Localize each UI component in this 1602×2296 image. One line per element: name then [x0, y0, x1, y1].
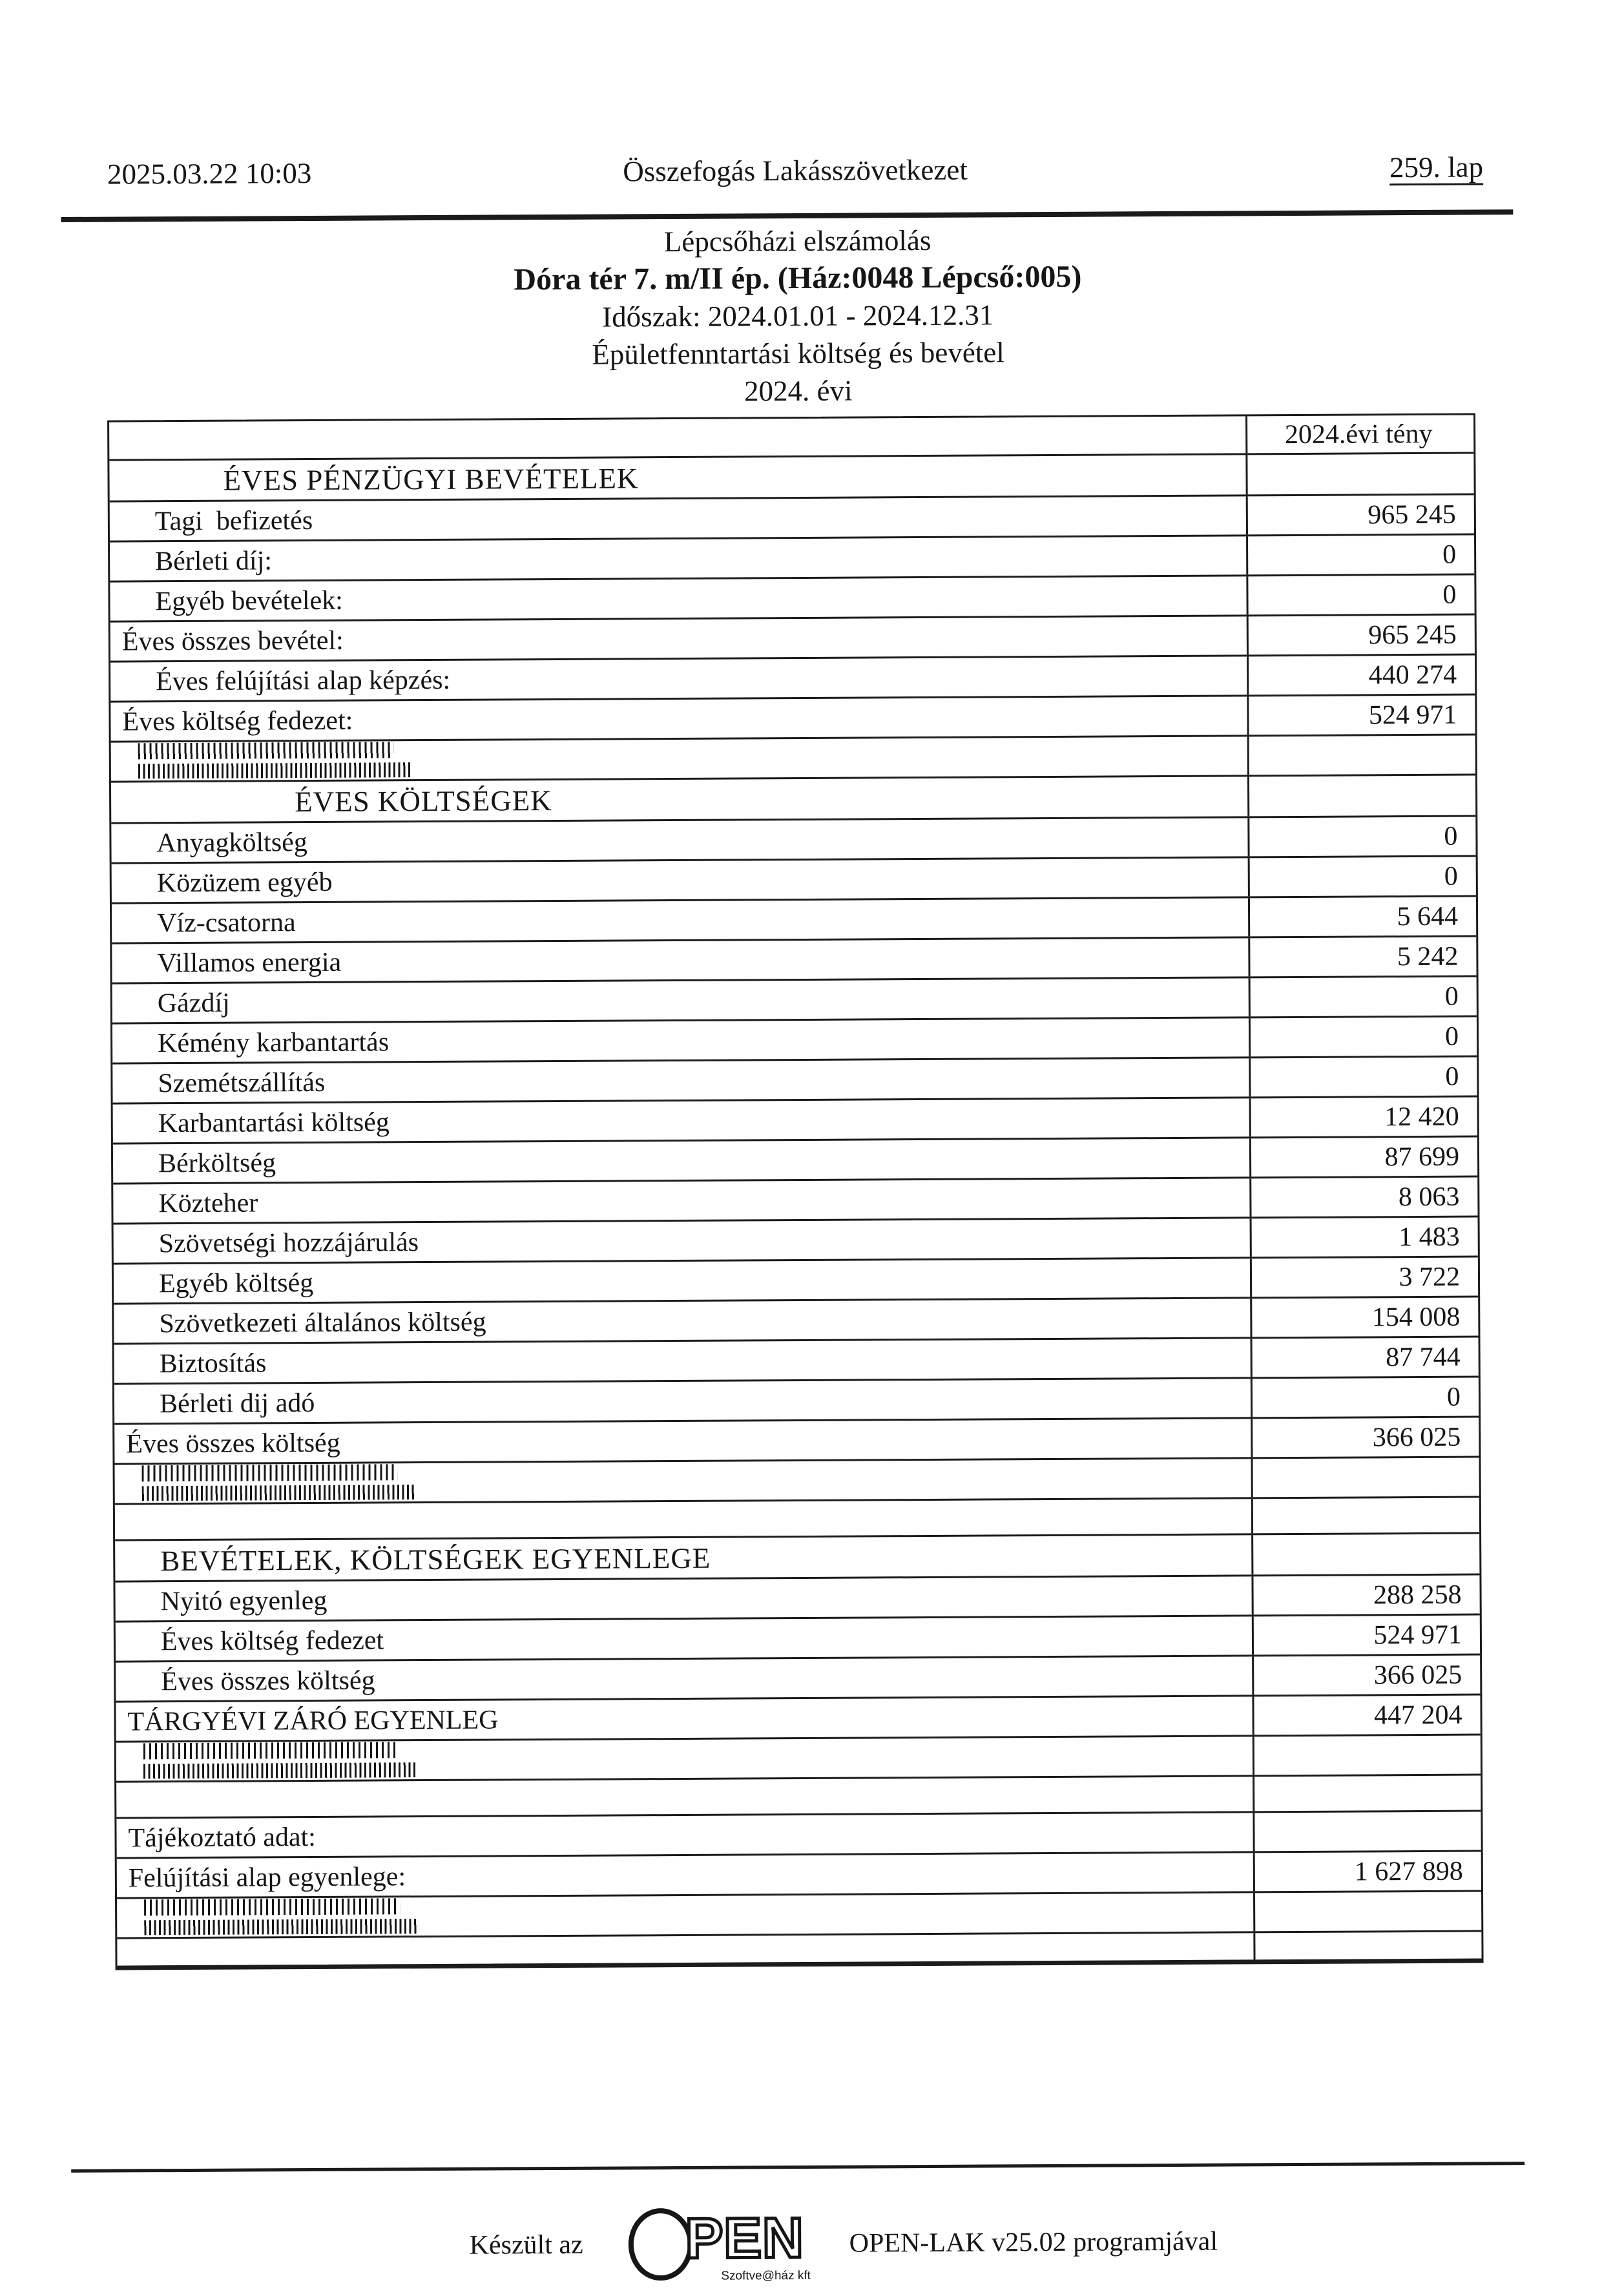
row-value: 2024.évi tény: [1284, 419, 1433, 450]
row-label: Tájékoztató adat:: [116, 1813, 1254, 1857]
page-header: [107, 150, 1483, 191]
table-row-item: [113, 1178, 1477, 1225]
table-row-item: [110, 576, 1474, 623]
row-label: Tagi befizetés: [110, 496, 1248, 540]
table-row-item: [113, 1098, 1477, 1145]
row-label: Szövetkezeti általános költség: [114, 1299, 1252, 1342]
row-value: 0: [1442, 539, 1457, 570]
barcode-filler-cell: [116, 1737, 1254, 1780]
row-label: Közüzem egyéb: [112, 858, 1250, 902]
row-value: 440 274: [1368, 660, 1457, 690]
footer-program-text: OPEN-LAK v25.02 programjával: [849, 2226, 1218, 2259]
row-label: Éves összes költség: [114, 1419, 1253, 1463]
row-label: Egyéb költség: [114, 1258, 1252, 1302]
row-value: 0: [1444, 861, 1458, 892]
table-row-item: [114, 1258, 1478, 1305]
barcode-line: [143, 1762, 417, 1779]
row-label: Éves felújítási alap képzés:: [110, 656, 1249, 700]
table-row-item: [110, 536, 1474, 583]
settlement-table: [107, 413, 1484, 1970]
table-row-item: [110, 696, 1475, 743]
row-value: 5 242: [1397, 941, 1459, 972]
row-label: Karbantartási költség: [113, 1098, 1251, 1142]
report-title: Lépcsőházi elszámolás: [663, 224, 931, 258]
row-label: Szövetségi hozzájárulás: [114, 1218, 1252, 1262]
table-row-item: [114, 1418, 1479, 1465]
table-row-item: [113, 1138, 1477, 1185]
table-row-item: [111, 817, 1475, 864]
table-row-item: [115, 1576, 1479, 1623]
row-value: [1254, 1776, 1481, 1811]
row-label: Közteher: [113, 1178, 1251, 1222]
row-value: [1249, 736, 1475, 775]
table-row-item: [114, 1298, 1478, 1345]
barcode-filler-cell: [111, 736, 1249, 780]
logo-pen-letters: PEN: [685, 2206, 804, 2270]
row-value: 0: [1446, 1382, 1461, 1412]
row-label: [115, 1499, 1253, 1539]
table-row-item: [114, 1378, 1479, 1425]
table-row-item: [116, 1812, 1481, 1859]
barcode-pattern: [127, 1463, 416, 1503]
table-row-item: [112, 897, 1476, 944]
row-value: [1255, 1892, 1481, 1932]
row-label: Éves költség fedezet:: [110, 696, 1249, 740]
table-row-item: [110, 616, 1475, 663]
table-row-barcode: [115, 1458, 1479, 1505]
barcode-pattern: [129, 1897, 418, 1937]
barcode-line: [138, 742, 394, 759]
row-value: [1247, 454, 1473, 495]
table-row-item: [112, 857, 1476, 904]
row-value: 1 627 898: [1354, 1856, 1463, 1887]
print-timestamp: 2025.03.22 10:03: [107, 156, 312, 191]
table-row-section: [109, 454, 1473, 503]
row-value: 366 025: [1373, 1660, 1462, 1690]
barcode-pattern: [128, 1741, 417, 1780]
row-label: Nyitó egyenleg: [115, 1576, 1253, 1620]
barcode-line: [142, 1485, 416, 1501]
row-value: [1249, 776, 1475, 817]
row-label: Éves összes bevétel:: [110, 616, 1249, 660]
row-value: 0: [1444, 1021, 1459, 1052]
row-label: Éves összes költség: [116, 1656, 1254, 1700]
barcode-line: [142, 1464, 398, 1481]
row-value: 0: [1444, 981, 1459, 1012]
row-value: 87 744: [1386, 1342, 1461, 1372]
row-value: 154 008: [1371, 1302, 1461, 1332]
organization-name: Összefogás Lakásszövetkezet: [623, 153, 968, 188]
table-row-item: [114, 1218, 1478, 1265]
row-value: 524 971: [1373, 1620, 1462, 1650]
row-label: [116, 1777, 1254, 1817]
row-label: ÉVES PÉNZÜGYI BEVÉTELEK: [109, 455, 1247, 500]
barcode-line: [144, 1919, 418, 1935]
barcode-line: [138, 762, 412, 778]
footer-prefix-text: Készült az: [469, 2229, 583, 2260]
row-value: 87 699: [1384, 1142, 1460, 1172]
row-label: Bérleti dij adó: [114, 1379, 1253, 1423]
page-number-label: 259. lap: [1389, 151, 1484, 184]
table-row-item: [110, 496, 1474, 543]
table-row-item: [116, 1616, 1480, 1663]
row-value: 12 420: [1384, 1101, 1459, 1132]
row-value: 447 204: [1373, 1700, 1462, 1730]
row-label: [109, 416, 1247, 459]
row-value: [1254, 1736, 1481, 1775]
row-label: Kémény karbantartás: [112, 1018, 1251, 1062]
row-value: 1 483: [1399, 1222, 1460, 1252]
row-label: Szemétszállítás: [112, 1058, 1251, 1102]
row-label: Bérleti díj:: [110, 536, 1248, 580]
barcode-filler-cell: [117, 1893, 1255, 1937]
row-label: Villamos energia: [112, 938, 1250, 982]
row-label: Biztosítás: [114, 1339, 1253, 1383]
table-row-barcode: [117, 1892, 1481, 1939]
row-label: Bérköltség: [113, 1138, 1251, 1182]
table-row-item: [114, 1338, 1479, 1385]
table-row-item: [116, 1696, 1480, 1743]
barcode-line: [144, 1898, 400, 1915]
row-value: 5 644: [1397, 901, 1459, 932]
table-row-item: [112, 1058, 1477, 1105]
row-label: BEVÉTELEK, KÖLTSÉGEK EGYENLEGE: [115, 1535, 1253, 1580]
row-value: 0: [1445, 1061, 1459, 1092]
row-value: [1253, 1534, 1479, 1575]
table-row-item: [112, 1018, 1477, 1065]
report-subtitle: Épületfenntartási költség és bevétel: [592, 336, 1004, 371]
row-label: Egyéb bevételek:: [110, 576, 1248, 620]
table-row-item: [116, 1656, 1480, 1703]
footer-divider-rule: [71, 2162, 1524, 2173]
row-value: 288 258: [1373, 1580, 1462, 1610]
row-value: 965 245: [1368, 499, 1456, 530]
table-row-item: [117, 1852, 1481, 1899]
table-row-colheader: [109, 415, 1473, 461]
barcode-filler-cell: [115, 1459, 1253, 1503]
row-label: Éves költség fedezet: [116, 1616, 1254, 1660]
row-value: 366 025: [1372, 1422, 1461, 1452]
row-value: [1253, 1458, 1479, 1498]
table-row-item: [112, 937, 1476, 985]
row-value: 0: [1444, 821, 1458, 851]
row-value: 524 971: [1368, 700, 1457, 730]
row-value: [1254, 1812, 1481, 1852]
report-period: Időszak: 2024.01.01 - 2024.12.31: [601, 298, 994, 333]
row-label: Anyagköltség: [111, 818, 1249, 862]
table-row-barcode: [111, 736, 1475, 783]
page-footer: [42, 2191, 1602, 2296]
report-title-block: [0, 218, 1599, 414]
open-softwarehouse-logo: [628, 2195, 811, 2293]
row-label: [117, 1933, 1255, 1965]
row-value: 0: [1442, 579, 1457, 610]
row-label: Víz-csatorna: [112, 898, 1250, 942]
barcode-line: [143, 1742, 399, 1759]
row-value: 8 063: [1398, 1182, 1460, 1212]
row-label: Gázdíj: [112, 978, 1251, 1022]
row-value: 3 722: [1399, 1262, 1461, 1292]
table-row-item: [112, 977, 1477, 1025]
logo-o-circle-icon: [628, 2208, 693, 2281]
table-row-barcode: [116, 1736, 1481, 1783]
row-label: TÁRGYÉVI ZÁRÓ EGYENLEG: [116, 1696, 1254, 1740]
row-value: [1253, 1498, 1479, 1534]
building-address: Dóra tér 7. m/II ép. (Ház:0048 Lépcső:005): [514, 259, 1082, 297]
row-value: 965 245: [1368, 620, 1457, 650]
report-year: 2024. évi: [744, 374, 853, 408]
table-row-item: [110, 656, 1475, 703]
row-label: Felújítási alap egyenlege:: [117, 1853, 1255, 1897]
logo-company-subtext: Szoftve@ház kft: [721, 2268, 811, 2283]
row-label: ÉVES KÖLTSÉGEK: [111, 777, 1249, 822]
table-row-section: [115, 1534, 1479, 1583]
table-row-section: [111, 776, 1475, 824]
row-value: [1255, 1932, 1481, 1960]
barcode-pattern: [123, 741, 412, 780]
